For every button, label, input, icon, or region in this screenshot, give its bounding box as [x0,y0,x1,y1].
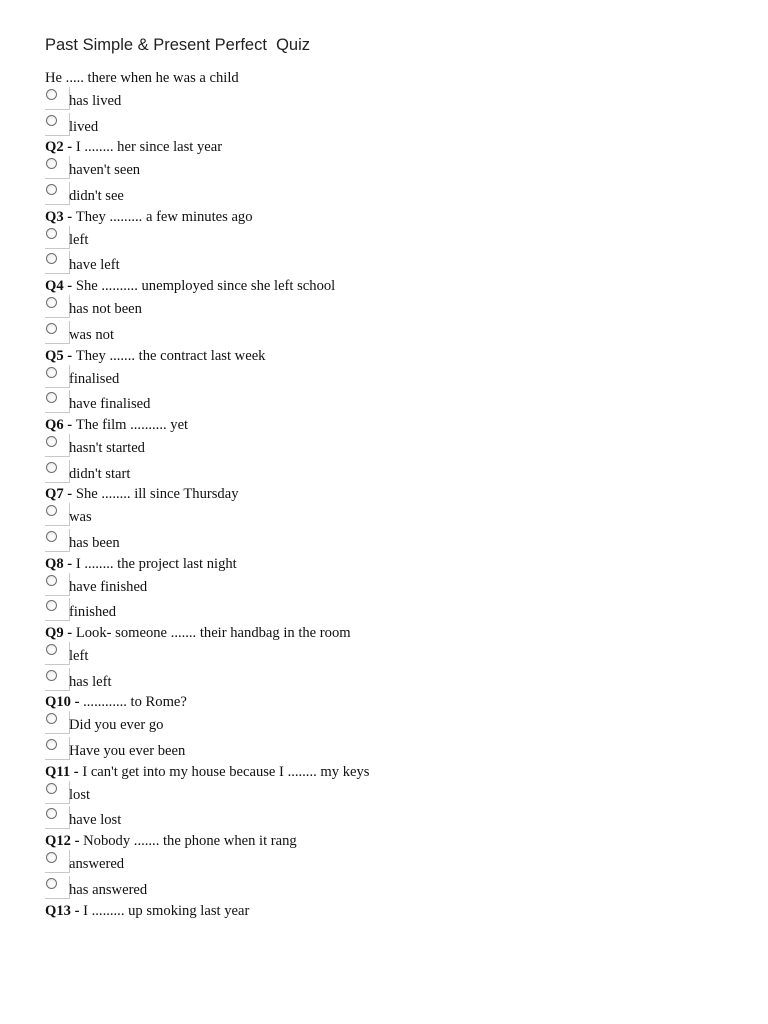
question-12 [45,832,745,850]
radio-button[interactable] [46,713,57,724]
question-4 [45,277,745,295]
question-separator: - [70,694,84,711]
radio-button[interactable] [46,436,57,447]
question-number: Q6 [45,416,64,433]
question-separator: - [63,139,76,156]
answer-option-label[interactable]: Did you ever go [69,717,164,734]
question-text: ............ to Rome? [83,694,187,711]
answer-option[interactable] [45,390,745,416]
radio-button[interactable] [46,323,57,334]
question-text: The film .......... yet [75,416,189,433]
radio-button[interactable] [46,739,57,750]
radio-button[interactable] [46,115,57,126]
radio-button-frame[interactable] [45,434,70,457]
answer-option[interactable] [45,434,745,460]
question-13 [45,902,745,920]
quiz-page [45,34,745,920]
question-number: Q11 [45,763,71,780]
answer-option[interactable] [45,503,745,529]
radio-button-frame[interactable] [45,182,70,205]
radio-button[interactable] [46,392,57,403]
answer-option-label[interactable]: didn't see [69,188,124,205]
radio-button-frame[interactable] [45,711,70,734]
radio-button-frame[interactable] [45,226,70,249]
radio-button-frame[interactable] [45,321,70,344]
answer-option[interactable] [45,781,745,807]
answer-option[interactable] [45,87,745,113]
question-separator: - [63,486,76,503]
answer-option[interactable] [45,460,745,486]
question-text: I ........ her since last year [75,139,223,156]
answer-option-label[interactable]: finished [69,604,117,621]
question-separator: - [63,347,76,364]
question-separator: - [70,763,83,780]
answer-option-label[interactable]: has left [69,673,112,690]
radio-button[interactable] [46,644,57,655]
question-number: Q2 [45,139,64,156]
answer-option[interactable] [45,642,745,668]
radio-button[interactable] [46,505,57,516]
answer-option-label[interactable]: has not been [69,301,142,318]
answer-option[interactable] [45,529,745,555]
answer-option[interactable] [45,251,745,277]
quiz-question-list [45,69,745,920]
answer-option-label[interactable]: has answered [69,881,148,898]
question-9 [45,624,745,642]
answer-option-label[interactable]: hasn't started [69,439,145,456]
question-number: Q5 [45,347,64,364]
radio-button-frame[interactable] [45,390,70,413]
answer-option[interactable] [45,365,745,391]
radio-button-frame[interactable] [45,781,70,804]
radio-button-frame[interactable] [45,850,70,873]
radio-button[interactable] [46,852,57,863]
answer-option[interactable] [45,876,745,902]
question-text: They ....... the contract last week [75,347,266,364]
answer-option[interactable] [45,711,745,737]
question-separator: - [63,278,76,295]
radio-button-frame[interactable] [45,113,70,136]
question-text: She .......... unemployed since she left school [75,278,336,295]
radio-button-frame[interactable] [45,251,70,274]
answer-option-label[interactable]: was not [69,326,114,343]
question-text: He ..... there when he was a child [45,70,239,86]
question-text: Nobody ....... the phone when it rang [83,833,297,850]
answer-option[interactable] [45,850,745,876]
answer-option-label[interactable]: lived [69,118,99,135]
question-8 [45,555,745,573]
question-number: Q9 [45,625,64,641]
question-7 [45,485,745,503]
radio-button[interactable] [46,575,57,586]
question-number: Q7 [45,486,64,503]
radio-button-frame[interactable] [45,806,70,829]
question-3 [45,208,745,226]
answer-option[interactable] [45,295,745,321]
radio-button-frame[interactable] [45,87,70,110]
quiz-title: Past Simple & Present Perfect Quiz [45,36,311,54]
radio-button[interactable] [46,367,57,378]
question-2 [45,138,745,156]
question-separator: - [63,625,76,641]
answer-option-label[interactable]: have finished [69,578,148,595]
question-11 [45,763,745,781]
question-5 [45,347,745,365]
answer-option-label[interactable]: lost [69,786,91,803]
radio-button-frame[interactable] [45,642,70,665]
answer-option[interactable] [45,113,745,139]
question-text: I ........ the project last night [75,555,237,572]
question-10 [45,693,745,711]
answer-option-label[interactable]: left [69,648,89,664]
answer-option-label[interactable]: didn't start [69,465,131,482]
radio-button[interactable] [46,600,57,611]
answer-option-label[interactable]: has lived [69,93,122,109]
question-1 [45,69,745,87]
answer-option[interactable] [45,737,745,763]
answer-option[interactable] [45,156,745,182]
radio-button-frame[interactable] [45,295,70,318]
radio-button[interactable] [46,783,57,794]
question-separator: - [63,416,76,433]
radio-button[interactable] [46,670,57,681]
radio-button-frame[interactable] [45,668,70,691]
radio-button-frame[interactable] [45,460,70,483]
question-separator: - [70,833,84,850]
answer-option[interactable] [45,806,745,832]
radio-button[interactable] [46,184,57,195]
question-text: I ......... up smoking last year [83,902,250,919]
answer-option[interactable] [45,182,745,208]
answer-option-label[interactable]: haven't seen [69,162,141,179]
answer-option-label[interactable]: have lost [69,812,122,829]
radio-button-frame[interactable] [45,529,70,552]
radio-button[interactable] [46,158,57,169]
radio-button[interactable] [46,808,57,819]
radio-button-frame[interactable] [45,365,70,388]
question-text: She ........ ill since Thursday [75,486,239,503]
question-number: Q8 [45,555,64,572]
answer-option[interactable] [45,321,745,347]
question-number: Q10 [45,694,71,711]
answer-option[interactable] [45,573,745,599]
radio-button[interactable] [46,878,57,889]
answer-option-label[interactable]: answered [69,856,125,873]
question-separator: - [70,902,84,919]
question-6 [45,416,745,434]
answer-option-label[interactable]: have left [69,257,120,274]
question-number: Q13 [45,902,71,919]
question-separator: - [63,208,76,225]
radio-button[interactable] [46,462,57,473]
question-separator: - [63,555,76,572]
radio-button[interactable] [46,89,57,100]
question-number: Q12 [45,833,71,850]
radio-button-frame[interactable] [45,156,70,179]
radio-button[interactable] [46,531,57,542]
radio-button[interactable] [46,228,57,239]
radio-button[interactable] [46,253,57,264]
question-number: Q3 [45,208,64,225]
answer-option-label[interactable]: was [69,509,92,526]
question-text: They ......... a few minutes ago [75,208,253,225]
answer-option-label[interactable]: has been [69,534,120,551]
answer-option-label[interactable]: have finalised [69,396,151,413]
radio-button-frame[interactable] [45,598,70,621]
answer-option-label[interactable]: left [69,231,89,248]
answer-option[interactable] [45,226,745,252]
radio-button-frame[interactable] [45,876,70,899]
radio-button-frame[interactable] [45,503,70,526]
answer-option[interactable] [45,598,745,624]
question-text: I can't get into my house because I ........ my keys [82,763,370,780]
answer-option[interactable] [45,668,745,694]
radio-button-frame[interactable] [45,573,70,596]
radio-button[interactable] [46,297,57,308]
answer-option-label[interactable]: finalised [69,370,120,387]
radio-button-frame[interactable] [45,737,70,760]
question-text: Look- someone ....... their handbag in the room [75,625,351,641]
question-number: Q4 [45,278,64,295]
answer-option-label[interactable]: Have you ever been [69,743,186,760]
